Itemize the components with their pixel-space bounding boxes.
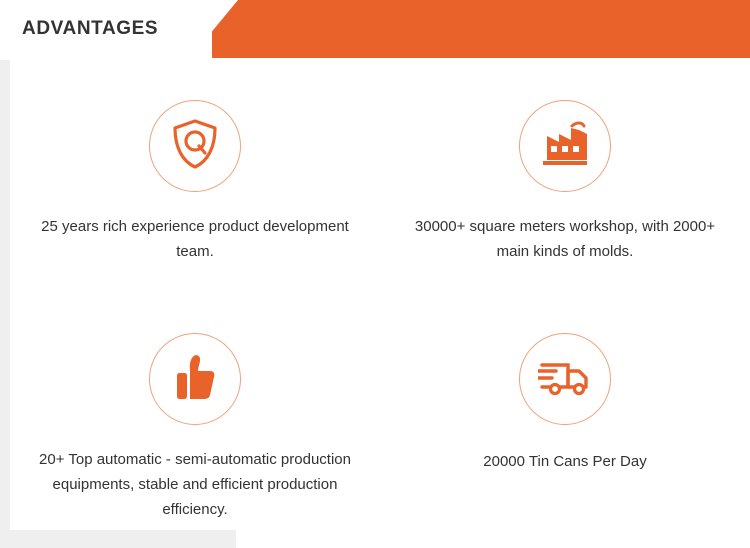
page-title: ADVANTAGES [22,18,159,39]
advantage-text: 20+ Top automatic - semi-automatic production equipments, stable and efficient production efficiency. [39,451,351,518]
advantage-text: 25 years rich experience product development team. [41,218,349,260]
bottom-rail-decoration [0,530,236,548]
icon-circle [519,333,611,425]
icon-circle [149,333,241,425]
delivery-truck-icon [538,357,592,402]
factory-icon [539,120,591,173]
advantage-text: 30000+ square meters workshop, with 2000+ main kinds of molds. [414,218,716,260]
advantage-item [380,295,750,528]
advantage-item [10,295,380,528]
icon-circle [149,100,241,192]
thumbs-up-icon [173,353,217,406]
left-rail-decoration [0,60,10,530]
icon-circle [519,100,611,192]
advantage-text: 20000 Tin Cans Per Day [483,453,647,470]
header-underline [0,58,750,60]
shield-quality-icon [172,119,218,174]
advantage-item [10,62,380,295]
header-slant-decoration [190,0,238,58]
advantages-grid [10,62,750,528]
header-band [0,0,750,58]
advantage-item [380,62,750,295]
